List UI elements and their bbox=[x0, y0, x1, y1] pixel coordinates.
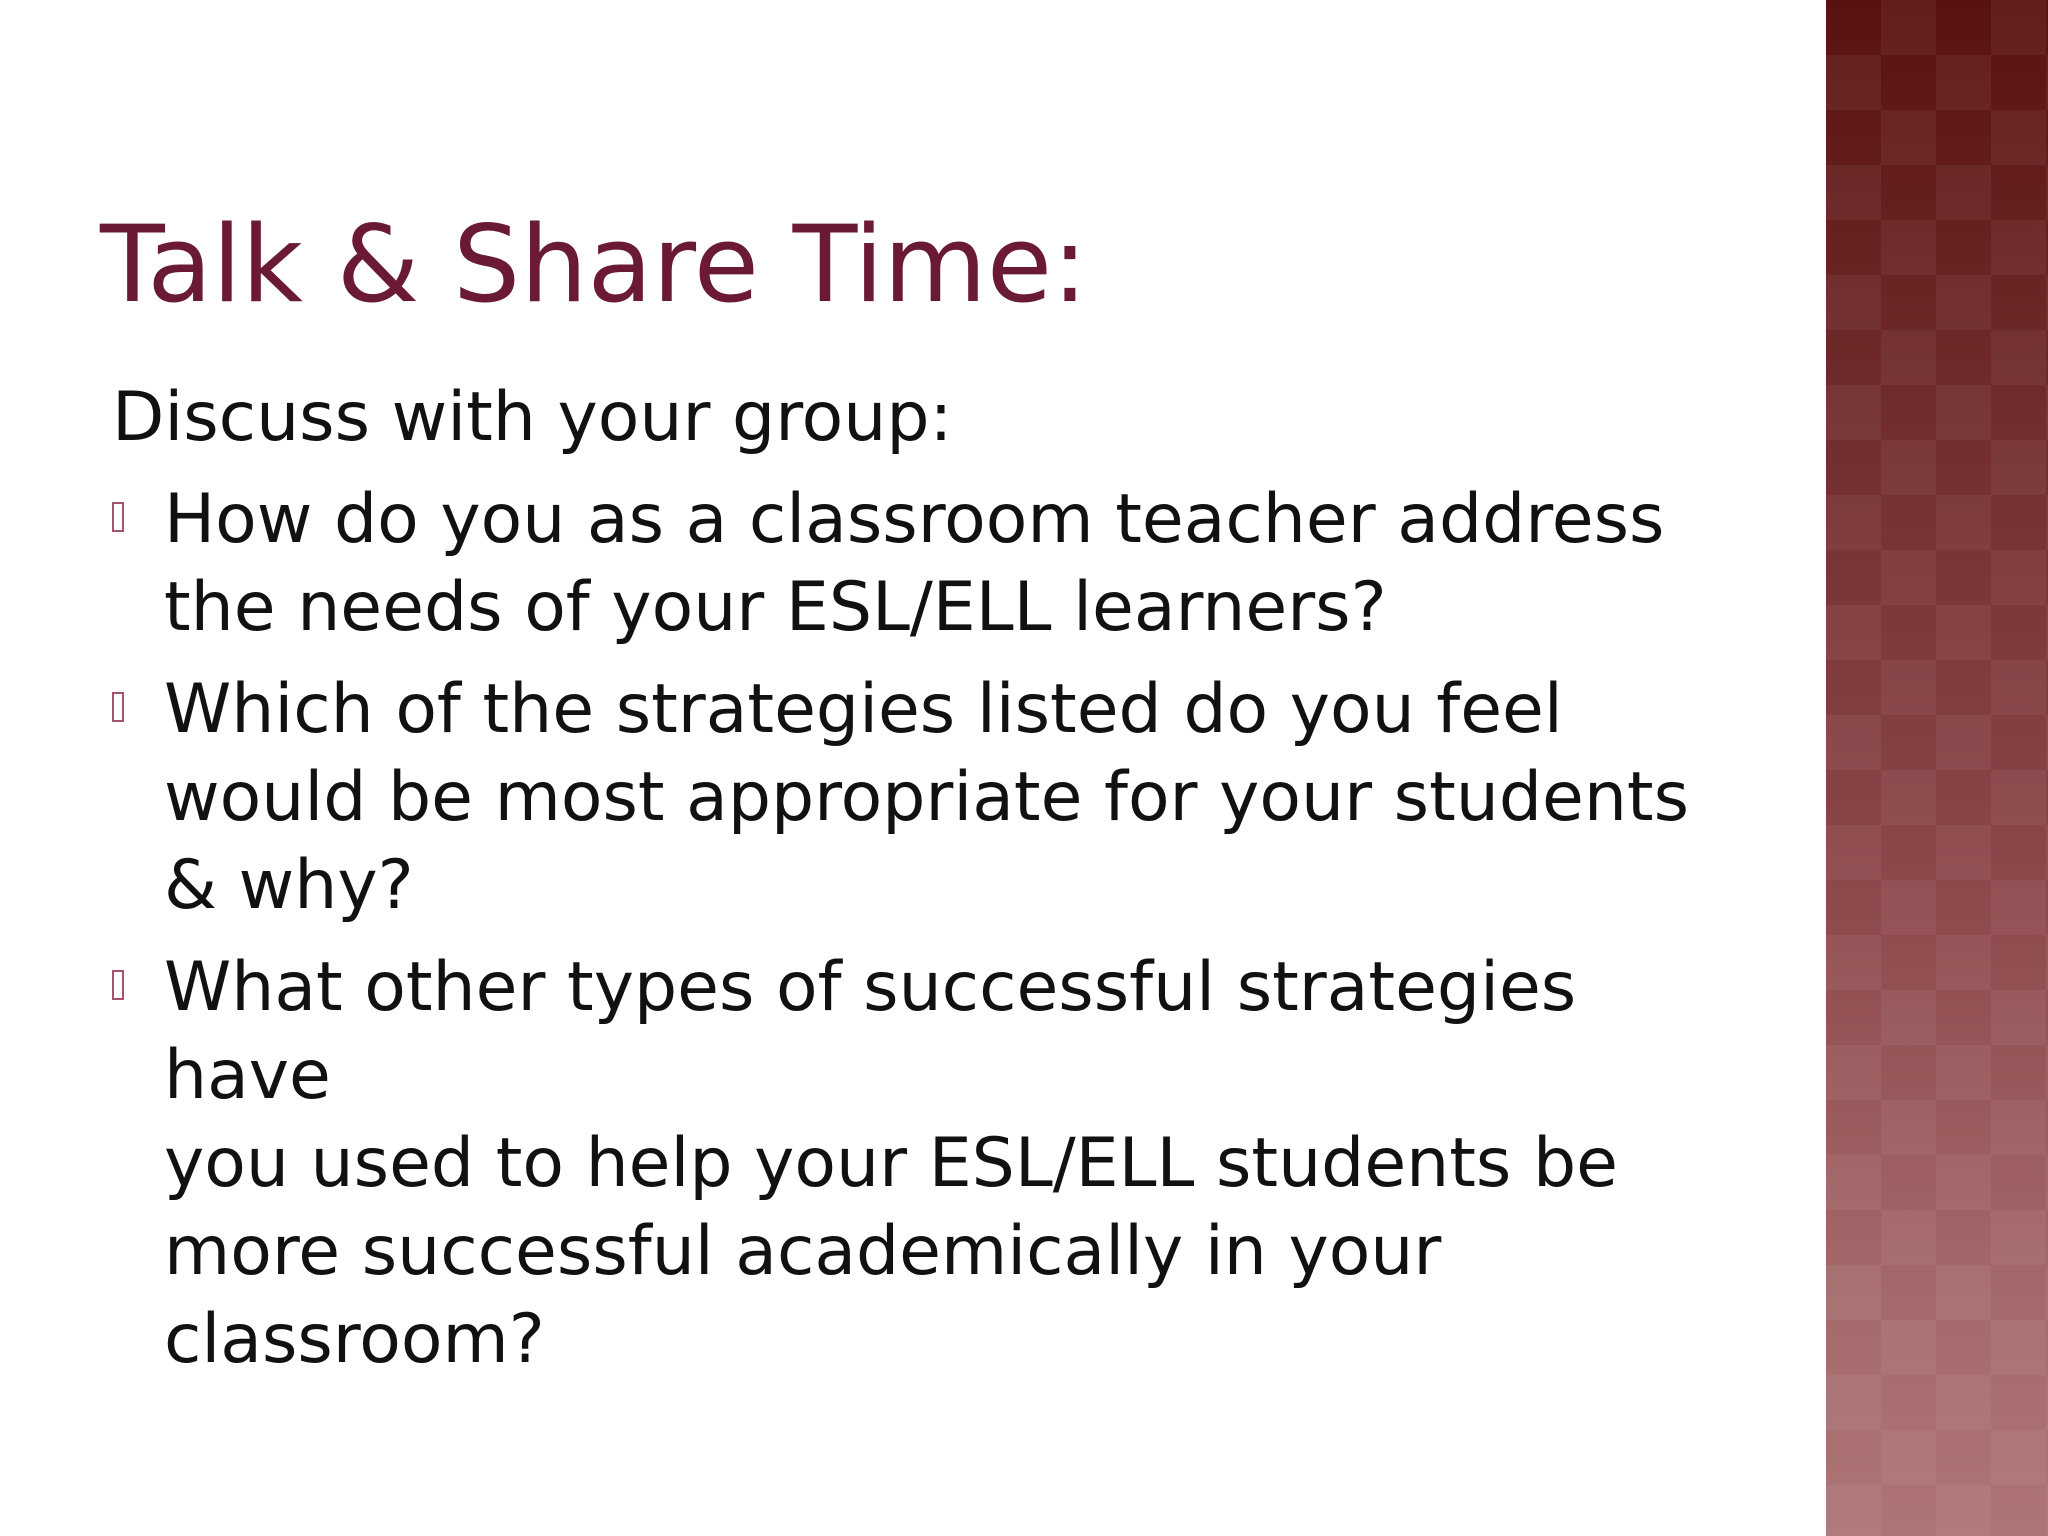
slide-title: Talk & Share Time: bbox=[100, 203, 1088, 326]
bullet-text: Which of the strategies listed do you feel would be most appropriate for your students & why? bbox=[164, 670, 1690, 925]
bullet-item bbox=[112, 476, 1712, 652]
bullet-text: What other types of successful strategies have you used to help your ESL/ELL students be more successful academically in your classroom? bbox=[164, 948, 1618, 1379]
slide-body bbox=[112, 374, 1712, 1398]
diamond-pattern bbox=[1826, 0, 2048, 1536]
decorative-side-panel bbox=[1826, 0, 2048, 1536]
bullet-list bbox=[112, 476, 1712, 1384]
square-bullet-icon bbox=[112, 970, 124, 1000]
lead-text: Discuss with your group: bbox=[112, 378, 953, 457]
square-bullet-icon bbox=[112, 692, 124, 722]
bullet-item bbox=[112, 944, 1712, 1384]
bullet-text: How do you as a classroom teacher address the needs of your ESL/ELL learners? bbox=[164, 480, 1665, 647]
square-bullet-icon bbox=[112, 502, 124, 532]
bullet-item bbox=[112, 666, 1712, 930]
